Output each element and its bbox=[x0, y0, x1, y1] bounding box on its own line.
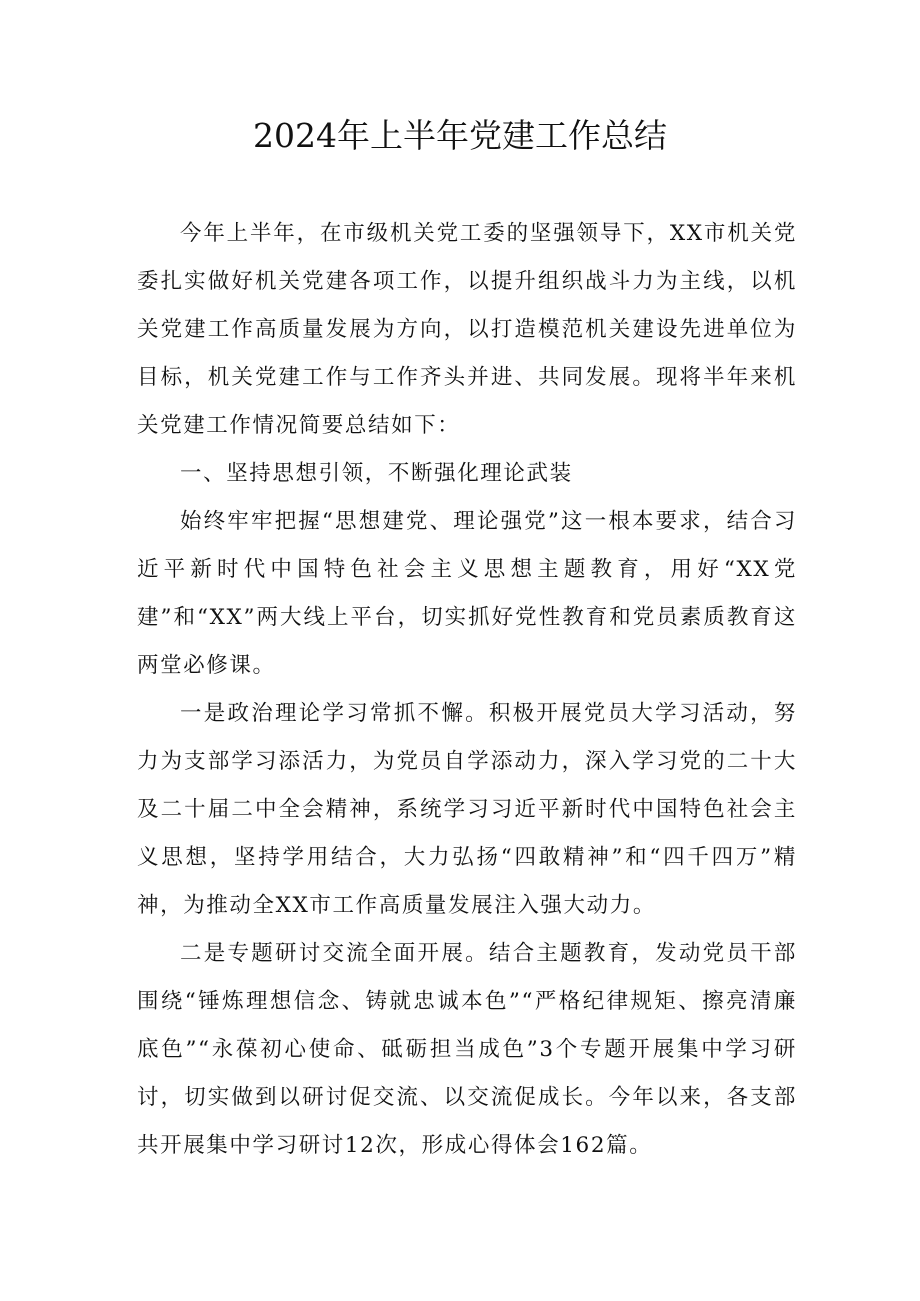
document-title: 2024年上半年党建工作总结 bbox=[253, 116, 667, 155]
point-2-paragraph: 二是专题研讨交流全面开展。结合主题教育，发动党员干部围绕“锤炼理想信念、铸就忠诚本色”“严格纪律规矩、擦亮清廉底色”“永葆初心使命、砥砺担当成色”3个专题开展集中学习研讨，切实做到以研讨促交流、以交流促成长。今年以来，各支部共开展集中学习研讨12次，形成心得体会162篇。 bbox=[137, 941, 797, 1158]
point-1-paragraph: 一是政治理论学习常抓不懈。积极开展党员大学习活动，努力为支部学习添活力，为党员自学添动力，深入学习党的二十大及二十届二中全会精神，系统学习习近平新时代中国特色社会主义思想，坚持学用结合，大力弘扬“四敢精神”和“四千四万”精神，为推动全XX市工作高质量发展注入强大动力。 bbox=[137, 701, 797, 918]
document-body bbox=[137, 210, 797, 1170]
intro-paragraph: 今年上半年，在市级机关党工委的坚强领导下，XX市机关党委扎实做好机关党建各项工作，以提升组织战斗力为主线，以机关党建工作高质量发展为方向，以打造模范机关建设先进单位为目标，机关党建工作与工作齐头并进、共同发展。现将半年来机关党建工作情况简要总结如下： bbox=[137, 221, 797, 438]
section-heading-1: 一、坚持思想引领，不断强化理论武装 bbox=[180, 461, 573, 486]
section-1-paragraph: 始终牢牢把握“思想建党、理论强党”这一根本要求，结合习近平新时代中国特色社会主义思想主题教育，用好“XX党建”和“XX”两大线上平台，切实抓好党性教育和党员素质教育这两堂必修课。 bbox=[137, 509, 797, 678]
